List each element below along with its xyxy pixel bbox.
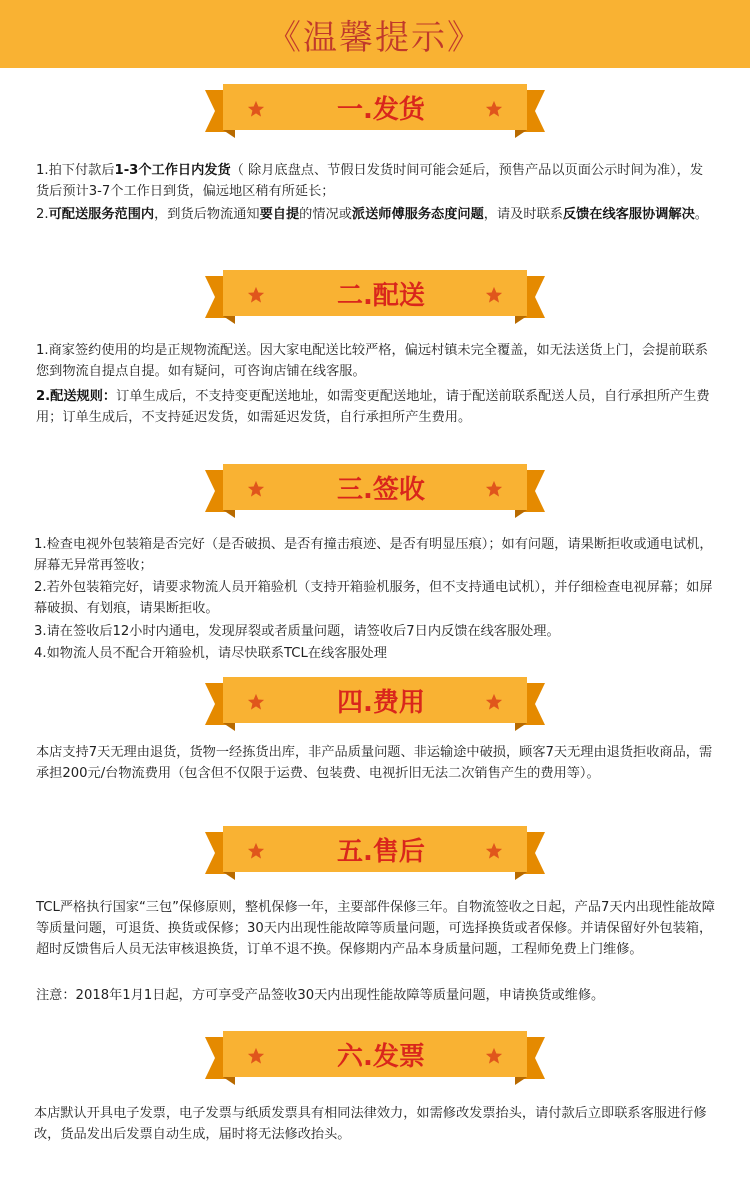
section-banner-shipping	[205, 266, 545, 330]
receipt-text-4: 4.如物流人员不配合开箱验机，请尽快联系TCL在线客服处理	[34, 646, 387, 661]
invoice-text: 本店默认开具电子发票，电子发票与纸质发票具有相同法律效力，如需修改发票抬头，请付款后立即联系客服进行修改，货品发出后发票自动生成，届时将无法修改抬头。	[34, 1106, 707, 1142]
text-run: （ 除月底盘点、节假日发货时间可能会延后，预售产品以页面公示时间为准），发货后预计3-7个工作日到货，偏远地区稍有所延长；	[36, 163, 704, 199]
section-title: 四.费用	[337, 687, 425, 718]
delivery-text-2	[36, 204, 716, 225]
section-banner-receipt	[205, 460, 545, 524]
section-title: 五.售后	[337, 836, 425, 867]
section-title: 一.发货	[337, 94, 425, 125]
top-banner	[0, 0, 750, 68]
fees-text: 本店支持7天无理由退货，货物一经拣货出库，非产品质量问题、非运输途中破损，顾客7天无理由退货拒收商品，需承担200元/台物流费用（包含但不仅限于运费、包装费、电视折旧无法二次销售产生的费用等）。	[36, 745, 713, 781]
bold-text-run: 可配送服务范围内	[48, 207, 155, 222]
shipping-text-1: 1.商家签约使用的均是正规物流配送。因大家电配送比较严格，偏远村镇未完全覆盖，如无法送货上门，会提前联系您到物流自提点自提。如有疑问，可咨询店铺在线客服。	[36, 343, 708, 379]
after-sales-text: TCL严格执行国家“三包”保修原则，整机保修一年，主要部件保修三年。自物流签收之日起，产品7天内出现性能故障等质量问题，可退货、换货或保修；30天内出现性能故障等质量问题，可选择换货或者保修。并请保留好外包装箱，超时反馈售后人员无法审核退换货，订单不退不换。保修期内产品本身质量问题，工程师免费上门维修。	[36, 900, 715, 957]
bold-text-run: 反馈在线客服协调解决	[562, 207, 695, 222]
bold-text-run: 2.配送规则：	[36, 389, 117, 404]
text-run: 1.拍下付款后	[36, 163, 115, 178]
section-title: 二.配送	[337, 280, 425, 311]
page-title: 《温馨提示》	[267, 17, 483, 58]
section-banner-after-sales	[205, 822, 545, 886]
bold-text-run: 1-3个工作日内发货	[114, 163, 231, 178]
after-sales-note: 注意：2018年1月1日起，方可享受产品签收30天内出现性能故障等质量问题，申请换货或维修。	[36, 988, 605, 1003]
section-banner-fees	[205, 673, 545, 737]
section-banner-delivery	[205, 80, 545, 144]
bold-text-run: 要自提	[259, 207, 300, 222]
text-run: 的情况或	[299, 207, 352, 222]
receipt-text-2: 2.若外包装箱完好，请要求物流人员开箱验机（支持开箱验机服务，但不支持通电试机），并仔细检查电视屏幕；如屏幕破损、有划痕，请果断拒收。	[34, 580, 713, 616]
text-run: ，请及时联系	[483, 207, 563, 222]
section-title: 三.签收	[337, 474, 425, 505]
section-banner-invoice	[205, 1027, 545, 1091]
bold-text-run: 派送师傅服务态度问题	[351, 207, 484, 222]
receipt-text-3: 3.请在签收后12小时内通电，发现屏裂或者质量问题，请签收后7日内反馈在线客服处理。	[34, 624, 560, 639]
text-run: 订单生成后，不支持变更配送地址，如需变更配送地址，请于配送前联系配送人员，自行承担所产生费用；订单生成后，不支持延迟发货，如需延迟发货，自行承担所产生费用。	[36, 389, 710, 425]
text-run: 2.	[36, 207, 49, 222]
receipt-text-1: 1.检查电视外包装箱是否完好（是否破损、是否有撞击痕迹、是否有明显压痕）；如有问题，请果断拒收或通电试机，屏幕无异常再签收；	[34, 537, 713, 573]
delivery-text-1	[36, 160, 716, 202]
section-title: 六.发票	[337, 1041, 425, 1072]
shipping-text-2	[36, 386, 721, 428]
text-run: 。	[694, 207, 708, 222]
text-run: ，到货后物流通知	[154, 207, 260, 222]
